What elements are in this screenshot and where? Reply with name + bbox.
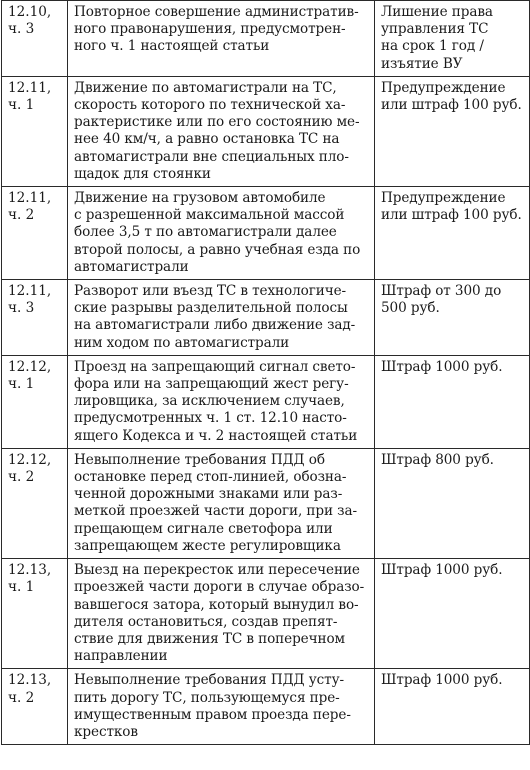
description-line: фора или на запрещающий жест регу- bbox=[74, 376, 349, 393]
penalty-cell bbox=[375, 448, 530, 558]
penalty-line: Лишение права bbox=[381, 4, 493, 20]
description-line: скорость которого по технической ха- bbox=[74, 97, 346, 114]
description-cell bbox=[68, 76, 375, 186]
penalty-line: Штраф 1000 руб. bbox=[381, 562, 503, 579]
penalty-cell bbox=[375, 280, 530, 356]
description-line: Повторное совершение административ- bbox=[74, 4, 359, 20]
article-line: 12.13, bbox=[8, 672, 52, 689]
article-cell bbox=[2, 1, 68, 77]
penalty-line: Штраф 1000 руб. bbox=[381, 358, 503, 375]
article-line: 12.10, bbox=[8, 4, 52, 20]
penalty-line: или штраф 100 руб. bbox=[381, 97, 522, 114]
article-cell bbox=[2, 355, 68, 448]
description-line: вавшегося затора, который вынудил во- bbox=[74, 596, 359, 613]
article-cell bbox=[2, 448, 68, 558]
description-line: крестков bbox=[74, 723, 138, 740]
description-line: остановке перед стоп-линией, обозна- bbox=[74, 469, 347, 486]
table-row bbox=[2, 280, 530, 356]
description-cell bbox=[68, 669, 375, 745]
table-row bbox=[2, 1, 530, 77]
description-line: Невыполнение требования ПДД усту- bbox=[74, 672, 344, 689]
description-line: автомагистрали bbox=[74, 258, 189, 275]
article-cell bbox=[2, 76, 68, 186]
penalty-line: Штраф 1000 руб. bbox=[381, 672, 503, 689]
description-line: лировщика, за исключением случаев, bbox=[74, 393, 345, 410]
article-line: 12.11, bbox=[8, 79, 52, 96]
article-cell bbox=[2, 669, 68, 745]
article-cell bbox=[2, 559, 68, 669]
description-line: с разрешенной максимальной массой bbox=[74, 207, 345, 224]
article-line: ч. 1 bbox=[8, 579, 35, 596]
table-row bbox=[2, 448, 530, 558]
table-row bbox=[2, 669, 530, 745]
penalty-line: управления ТС bbox=[381, 21, 489, 38]
description-line: Движение на грузовом автомобиле bbox=[74, 190, 326, 207]
description-line: рактеристике или по его состоянию ме- bbox=[74, 114, 360, 131]
description-line: ного ч. 1 настоящей статьи bbox=[74, 38, 270, 55]
description-line: Выезд на перекресток или пересечение bbox=[74, 562, 360, 579]
penalty-cell bbox=[375, 669, 530, 745]
description-line: щадок для стоянки bbox=[74, 165, 211, 182]
penalty-line: 500 руб. bbox=[381, 300, 440, 317]
description-line: Движение по автомагистрали на ТС, bbox=[74, 79, 337, 96]
description-line: нее 40 км/ч, а равно остановка ТС на bbox=[74, 131, 340, 148]
description-line: ним ходом по автомагистрали bbox=[74, 334, 290, 351]
article-line: ч. 3 bbox=[8, 21, 35, 38]
description-line: Разворот или въезд ТС в технологиче- bbox=[74, 283, 347, 300]
description-line: проезжей части дороги в случае образо- bbox=[74, 579, 365, 596]
penalty-cell bbox=[375, 559, 530, 669]
article-line: ч. 2 bbox=[8, 207, 35, 224]
description-line: Проезд на запрещающий сигнал свето- bbox=[74, 358, 356, 375]
penalty-line: Штраф от 300 до bbox=[381, 283, 502, 300]
description-line: прещающем сигнале светофора или bbox=[74, 520, 333, 537]
article-line: 12.11, bbox=[8, 190, 52, 207]
description-line: на автомагистрали либо движение зад- bbox=[74, 317, 356, 334]
article-line: ч. 3 bbox=[8, 300, 35, 317]
penalty-line: на срок 1 год / bbox=[381, 38, 484, 55]
description-line: Невыполнение требования ПДД об bbox=[74, 451, 325, 468]
article-line: 12.13, bbox=[8, 562, 52, 579]
article-line: ч. 1 bbox=[8, 376, 35, 393]
penalty-line: Предупреждение bbox=[381, 190, 506, 207]
description-cell bbox=[68, 187, 375, 280]
article-cell bbox=[2, 187, 68, 280]
article-line: 12.12, bbox=[8, 451, 52, 468]
description-line: предусмотренных ч. 1 ст. 12.10 насто- bbox=[74, 410, 347, 427]
article-line: ч. 1 bbox=[8, 97, 35, 114]
description-line: ного правонарушения, предусмотрен- bbox=[74, 21, 346, 38]
table-row bbox=[2, 559, 530, 669]
table-row bbox=[2, 76, 530, 186]
description-cell bbox=[68, 559, 375, 669]
description-line: более 3,5 т по автомагистрали далее bbox=[74, 224, 337, 241]
description-cell bbox=[68, 1, 375, 77]
table-row bbox=[2, 187, 530, 280]
penalty-line: Штраф 800 руб. bbox=[381, 451, 494, 468]
description-line: ствие для движения ТС в поперечном bbox=[74, 630, 346, 647]
description-line: автомагистрали вне специальных пло- bbox=[74, 148, 349, 165]
description-line: имущественным правом проезда пере- bbox=[74, 706, 351, 723]
penalties-table-body bbox=[2, 1, 530, 745]
description-line: запрещающем жесте регулировщика bbox=[74, 537, 341, 554]
penalty-cell bbox=[375, 187, 530, 280]
description-line: направлении bbox=[74, 648, 168, 665]
penalty-line: изъятие ВУ bbox=[381, 55, 463, 72]
article-line: 12.12, bbox=[8, 358, 52, 375]
penalties-table bbox=[1, 0, 530, 745]
description-cell bbox=[68, 448, 375, 558]
article-line: ч. 2 bbox=[8, 469, 35, 486]
article-line: ч. 2 bbox=[8, 689, 35, 706]
penalty-line: или штраф 100 руб. bbox=[381, 207, 522, 224]
penalty-cell bbox=[375, 76, 530, 186]
penalty-cell bbox=[375, 1, 530, 77]
penalty-line: Предупреждение bbox=[381, 79, 506, 96]
article-cell bbox=[2, 280, 68, 356]
description-cell bbox=[68, 280, 375, 356]
penalty-cell bbox=[375, 355, 530, 448]
description-cell bbox=[68, 355, 375, 448]
description-line: дителя остановиться, создав препят- bbox=[74, 613, 338, 630]
description-line: ченной дорожными знаками или раз- bbox=[74, 486, 343, 503]
description-line: ящего Кодекса и ч. 2 настоящей статьи bbox=[74, 427, 358, 444]
description-line: ские разрывы разделительной полосы bbox=[74, 300, 348, 317]
article-line: 12.11, bbox=[8, 283, 52, 300]
description-line: пить дорогу ТС, пользующемуся пре- bbox=[74, 689, 340, 706]
table-row bbox=[2, 355, 530, 448]
description-line: второй полосы, а равно учебная езда по bbox=[74, 241, 361, 258]
description-line: меткой проезжей части дороги, при за- bbox=[74, 503, 357, 520]
